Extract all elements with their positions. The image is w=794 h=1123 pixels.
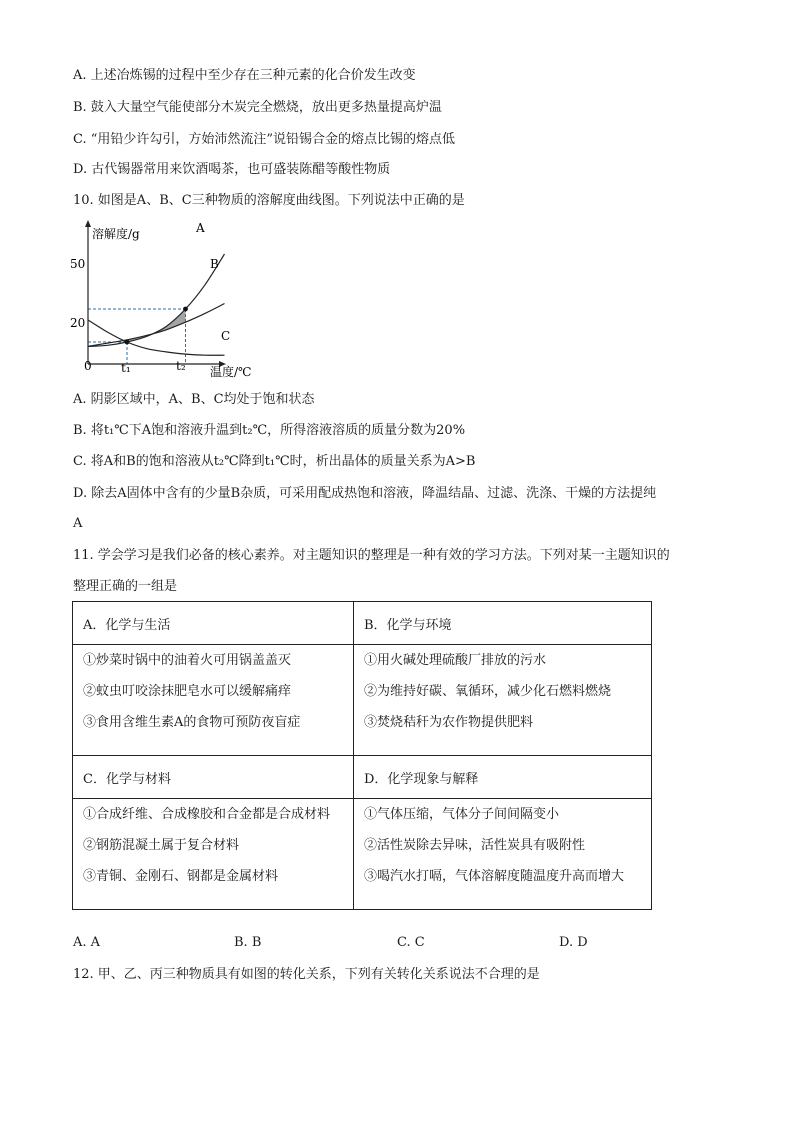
knowledge-table xyxy=(72,601,652,910)
cell-items-c xyxy=(73,799,354,910)
item-c-2: ②钢筋混凝土属于复合材料 xyxy=(83,838,240,853)
q10-option-d-continued: A xyxy=(73,516,83,531)
item-c-1: ①合成纤维、合成橡胶和合金都是合成材料 xyxy=(83,807,331,822)
item-a-2: ②蚊虫叮咬涂抹肥皂水可以缓解痛痒 xyxy=(83,684,292,699)
item-c-3: ③青铜、金刚石、钢都是金属材料 xyxy=(83,869,279,884)
intersection-point xyxy=(183,307,188,312)
curve-b xyxy=(88,304,225,347)
q9-option-c: C. “用铅少许勾引，方始沛然流注”说铅锡合金的熔点比锡的熔点低 xyxy=(73,132,456,147)
curve-label-b: B xyxy=(210,257,219,271)
cell-items-d xyxy=(354,799,652,910)
solubility-chart xyxy=(64,216,274,386)
item-b-3: ③焚烧秸秆为农作物提供肥料 xyxy=(364,715,534,730)
q12-stem: 12. 甲、乙、丙三种物质具有如图的转化关系，下列有关转化关系说法不合理的是 xyxy=(73,967,540,982)
q11-answer-c: C. C xyxy=(397,935,425,950)
curve-label-a: A xyxy=(196,221,205,235)
item-b-2: ②为维持好碳、氧循环，减少化石燃料燃烧 xyxy=(364,684,612,699)
q11-answer-d: D. D xyxy=(559,935,588,950)
cell-items-b xyxy=(354,645,652,756)
cell-title-c: C．化学与材料 xyxy=(73,756,354,799)
q9-option-b: B. 鼓入大量空气能使部分木炭完全燃烧，放出更多热量提高炉温 xyxy=(73,100,442,115)
curve-label-c: C xyxy=(221,329,231,343)
item-d-1: ①气体压缩，气体分子间间隔变小 xyxy=(364,807,560,822)
item-a-3: ③食用含维生素A的食物可预防夜盲症 xyxy=(83,715,301,730)
item-b-1: ①用火碱处理硫酸厂排放的污水 xyxy=(364,653,547,668)
x-tick-t2: t₂ xyxy=(176,359,186,373)
q10-option-c: C. 将A和B的饱和溶液从t₂℃降到t₁℃时，析出晶体的质量关系为A>B xyxy=(73,454,476,469)
item-d-2: ②活性炭除去异味，活性炭具有吸附性 xyxy=(364,838,586,853)
q11-answer-a: A. A xyxy=(73,935,101,950)
y-axis-label: 溶解度/g xyxy=(92,227,140,241)
curve-c xyxy=(88,320,225,355)
origin-label: 0 xyxy=(84,359,92,373)
q11-stem-line2: 整理正确的一组是 xyxy=(73,579,178,594)
q10-stem: 10. 如图是A、B、C三种物质的溶解度曲线图。下列说法中正确的是 xyxy=(73,193,465,208)
q9-option-d: D. 古代锡器常用来饮酒喝茶，也可盛装陈醋等酸性物质 xyxy=(73,162,391,177)
y-tick-20: 20 xyxy=(70,316,86,330)
x-tick-t1: t₁ xyxy=(121,361,131,375)
q10-option-b: B. 将t₁℃下A饱和溶液升温到t₂℃，所得溶液溶质的质量分数为20% xyxy=(73,423,466,438)
intersection-point xyxy=(125,340,130,345)
item-a-1: ①炒菜时锅中的油着火可用锅盖盖灭 xyxy=(83,653,292,668)
q10-option-a: A. 阴影区域中，A、B、C均处于饱和状态 xyxy=(73,392,315,407)
y-tick-50: 50 xyxy=(70,257,86,271)
y-axis-arrow xyxy=(85,220,91,227)
q10-option-d: D. 除去A固体中含有的少量B杂质，可采用配成热饱和溶液，降温结晶、过滤、洗涤、干燥的方法提纯 xyxy=(73,486,657,501)
cell-title-d: D．化学现象与解释 xyxy=(354,756,652,799)
q11-answer-b: B. B xyxy=(234,935,262,950)
item-d-3: ③喝汽水打嗝，气体溶解度随温度升高而增大 xyxy=(364,869,625,884)
q11-stem-line1: 11. 学会学习是我们必备的核心素养。对主题知识的整理是一种有效的学习方法。下列对某一主题知识的 xyxy=(73,548,670,563)
cell-title-b: B．化学与环境 xyxy=(354,602,652,645)
cell-title-a: A．化学与生活 xyxy=(73,602,354,645)
q9-option-a: A. 上述冶炼锡的过程中至少存在三种元素的化合价发生改变 xyxy=(73,68,416,83)
x-axis-label: 温度/℃ xyxy=(210,365,252,379)
cell-items-a xyxy=(73,645,354,756)
